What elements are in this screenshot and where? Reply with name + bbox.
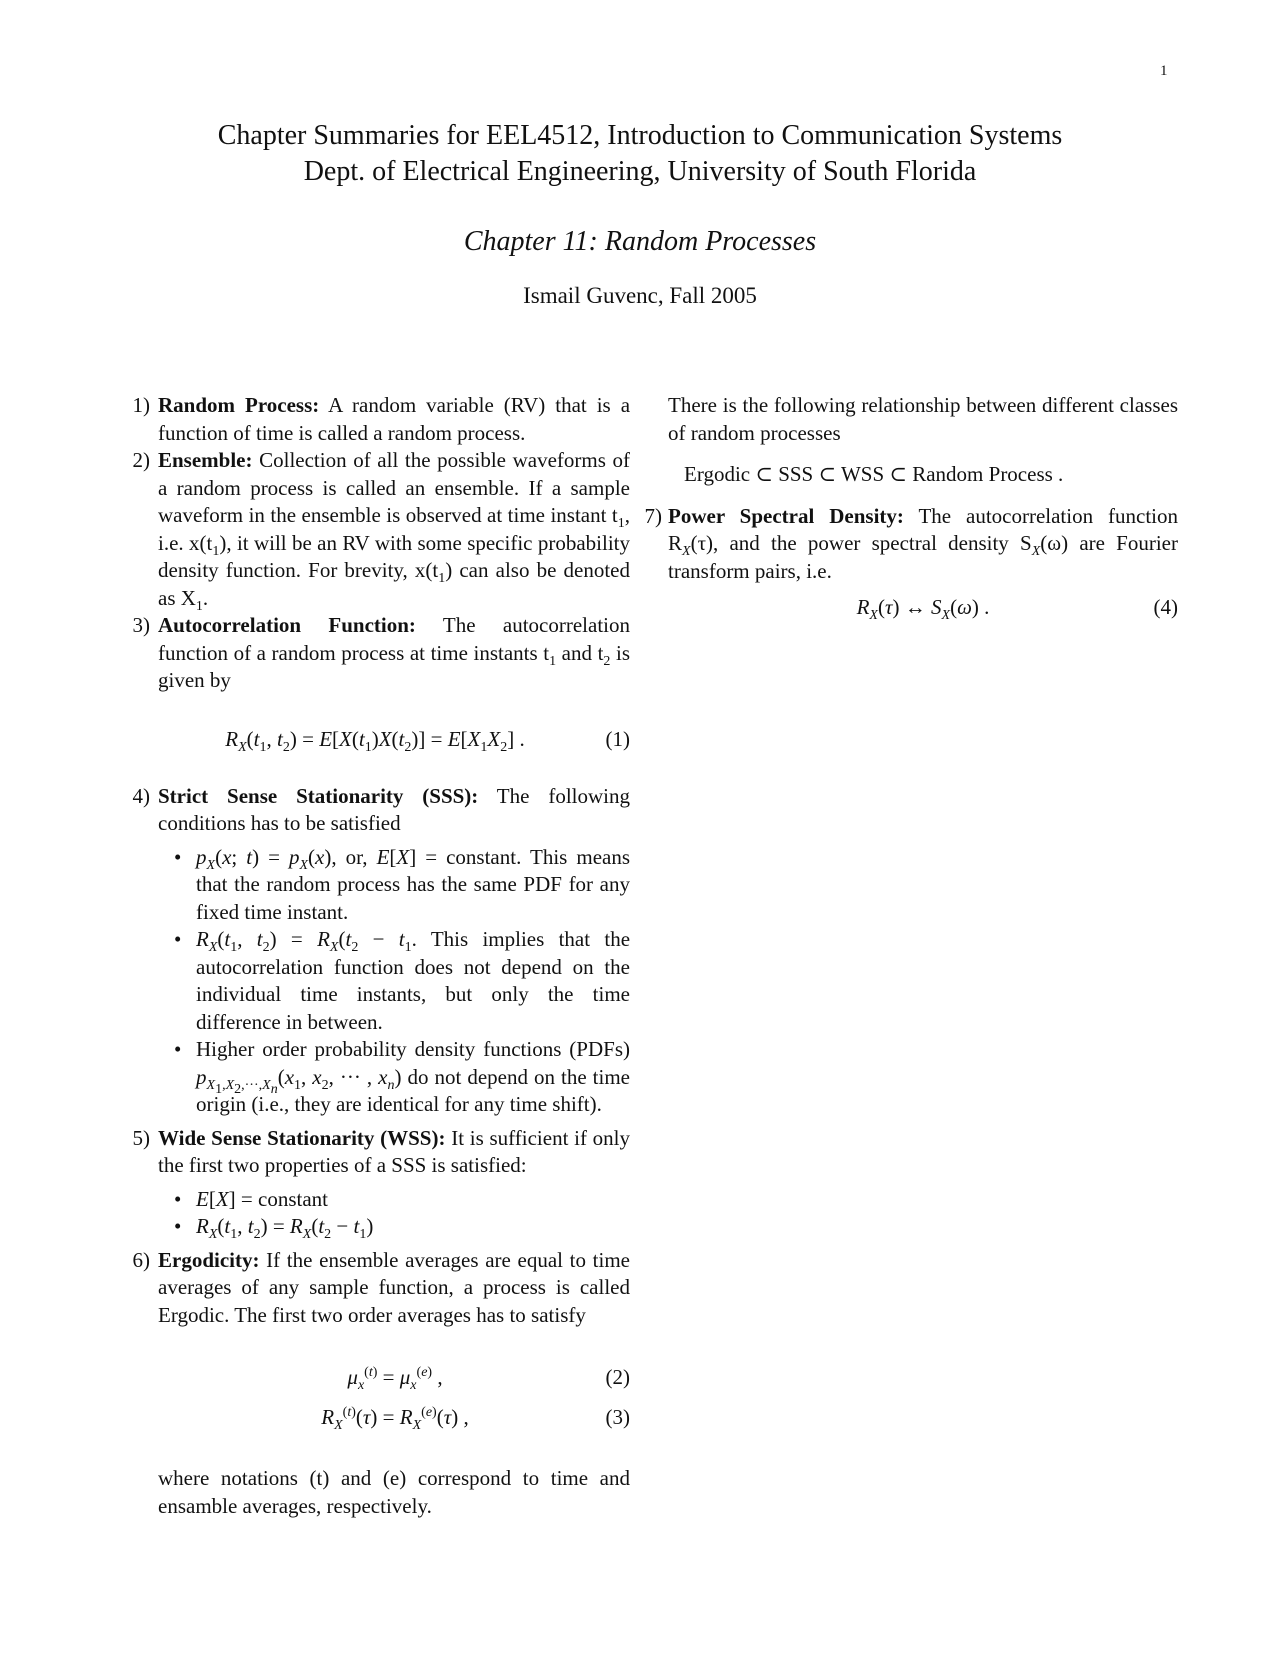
item-wss: 5) Wide Sense Stationarity (WSS): It is sufficient if only the first two properties of a SSS is satisfied: — [132, 1125, 631, 1177]
term: Ensemble: — [158, 448, 253, 472]
term: Power Spectral Density: — [668, 503, 904, 528]
item-psd: 7) Power Spectral Density: The autocorrelation function $R_X(\tau)$, and the power spectral density $S_X(\omega)$ are Fourier transform pairs, i.e. — [644, 503, 1179, 583]
term: Strict Sense Stationarity (SSS): — [158, 783, 479, 808]
relationship-intro: There is the following relationship between different classes of random processes — [668, 393, 1178, 445]
author-line: Ismail Guvenc, Fall 2005 — [523, 283, 757, 308]
item-sss: 4) Strict Sense Stationarity (SSS): The following conditions has to be satisfied — [132, 783, 630, 835]
item-autocorrelation: 3) Autocorrelation Function: The autocorrelation function of a random process at time instants $t_1$ and $t_2$ is given by — [132, 613, 631, 692]
term: Random Process: — [158, 393, 320, 417]
equation-2: $\mu_x^{(t)} = \mu_x^{(e)}$ , (2) — [120, 1357, 630, 1397]
right-column — [644, 392, 1179, 624]
item-ensemble: 2) Ensemble: Collection of all the possible waveforms of a random process is called an ensemble. If a sample waveform in the ensemble is observed at time instant $t_1$, i.e. $x(t_1)$, it will be an RV with some specific probability density function. For brevity, $x(t_1)$ can also be denoted as $X_1$. — [132, 448, 630, 614]
ergodic-note: where notations (t) and (e) correspond to time and ensamble averages, respectively. — [158, 1466, 630, 1518]
equation-4: $R_X(\tau)$ ↔ $S_X(\omega)$ . (4) — [668, 591, 1178, 623]
title-line-2: Dept. of Electrical Engineering, University of South Florida — [303, 156, 977, 187]
equation-3: $R_X^{(t)}(\tau) = R_X^{(e)}(\tau)$ , (3) — [120, 1397, 630, 1437]
term: Ergodicity: — [158, 1247, 260, 1272]
term: Autocorrelation Function: — [158, 613, 416, 637]
equation-1: $R_X(t_1$, $t_2) = E[X(t_1)X(t_2)] = E[X_1X_2]$ . (1) — [120, 723, 630, 755]
class-hierarchy: Ergodic ⊂ SSS ⊂ WSS ⊂ Random Process . — [684, 462, 1064, 486]
page-number: 1 — [1160, 63, 1168, 79]
wss-bullet-2: • $R_X(t_1$, $t_2) = R_X(t_2 - t_1)$ — [174, 1214, 374, 1243]
sss-bullet-2: • $R_X(t_1$, $t_2) = R_X(t_2 - t_1$. This implies that the autocorrelation function does not depend on the individual time instants, but only the time difference in between. — [174, 927, 631, 1034]
chapter-heading: Chapter 11: Random Processes — [463, 226, 817, 257]
equation-number: (2) — [605, 1365, 630, 1389]
sss-bullet-1: • $p_X(x$; $t) = p_X(x)$, or, E[X] = constant. This means that the random process has the same PDF for any fixed time instant. — [174, 844, 631, 924]
document-title — [0, 118, 1280, 190]
title-line-1: Chapter Summaries for EEL4512, Introduction to Communication Systems — [217, 120, 1063, 151]
equation-number: (1) — [605, 726, 630, 751]
term: Wide Sense Stationarity (WSS): — [158, 1125, 446, 1150]
equation-number: (4) — [1153, 595, 1178, 619]
item-random-process: 1) Random Process: A random variable (RV) that is a function of time is called a random process. — [132, 393, 631, 445]
wss-bullet-1: • E[X] = constant — [174, 1186, 328, 1211]
equation-number: (3) — [605, 1405, 630, 1429]
left-column — [120, 392, 630, 1520]
item-ergodicity: 6) Ergodicity: If the ensemble averages are equal to time averages of any sample function, a process is called Ergodic. The first two order averages has to satisfy — [132, 1247, 630, 1327]
sss-bullet-3: • Higher order probability density functions (PDFs) $p_{X_1,X_2,\cdot\cdot\cdot,X_n}(x_1$, $x_2$, ··· , $x_n$) do not depend on the time origin (i.e., they are identical for any time shift). — [174, 1037, 631, 1116]
